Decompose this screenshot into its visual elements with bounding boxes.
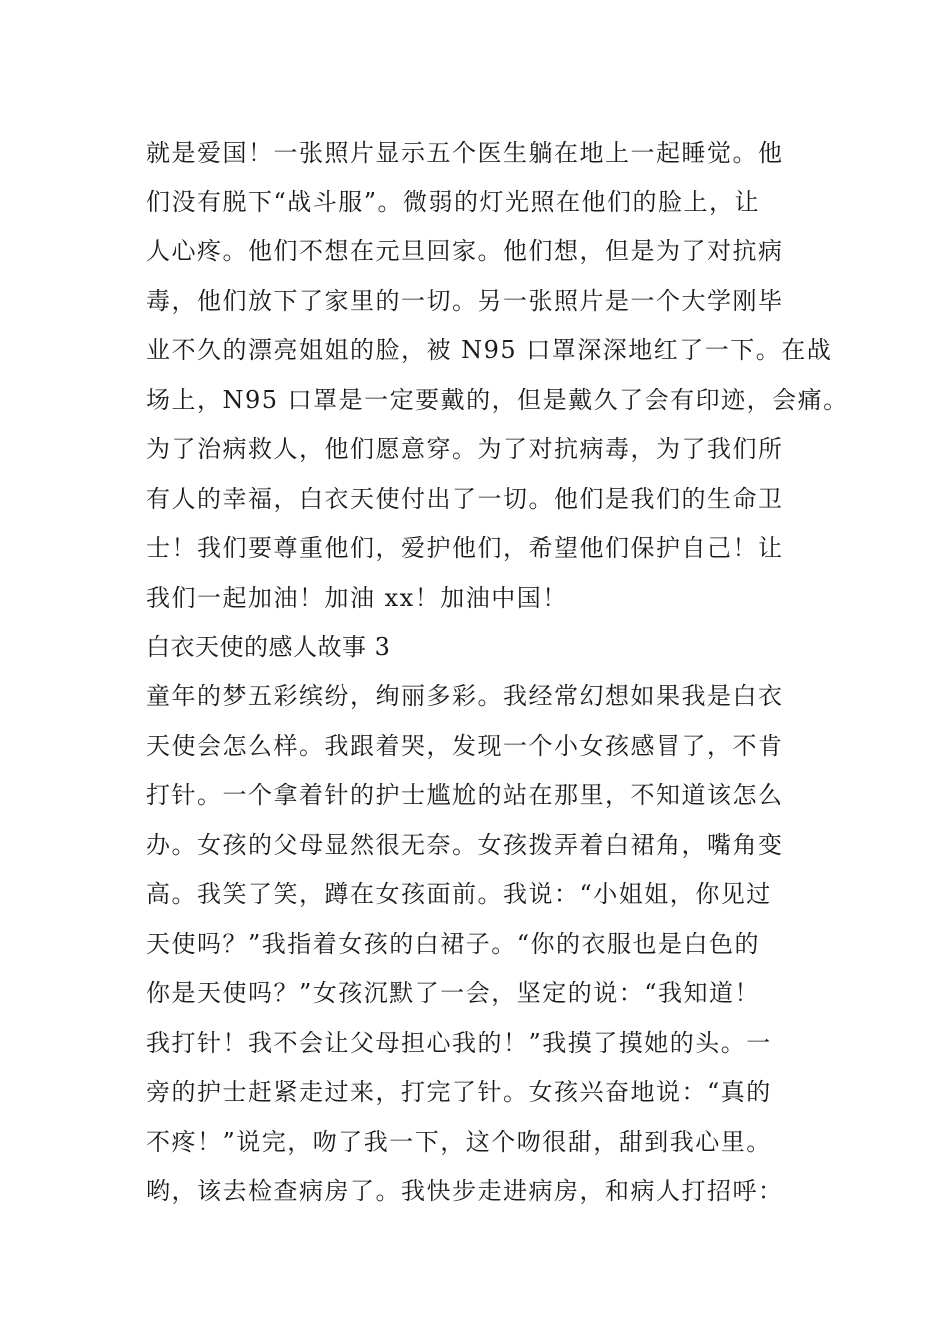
text-line: 就是爱国！一张照片显示五个医生躺在地上一起睡觉。他 [146, 139, 784, 167]
text-line: 哟，该去检查病房了。我快步走进病房，和病人打招呼： [146, 1177, 784, 1205]
text-line: 你是天使吗？”女孩沉默了一会，坚定的说：“我知道！ [146, 979, 761, 1007]
text-line: 天使吗？”我指着女孩的白裙子。“你的衣服也是白色的 [146, 930, 761, 958]
text-line: 场上，N95 口罩是一定要戴的，但是戴久了会有印迹，会痛。 [146, 386, 849, 414]
text-line: 毒，他们放下了家里的一切。另一张照片是一个大学刚毕 [146, 287, 784, 315]
text-line: 高。我笑了笑，蹲在女孩面前。我说：“小姐姐，你见过 [146, 880, 772, 908]
text-line: 业不久的漂亮姐姐的脸，被 N95 口罩深深地红了一下。在战 [146, 336, 833, 364]
text-line: 办。女孩的父母显然很无奈。女孩拨弄着白裙角，嘴角变 [146, 831, 784, 859]
section-heading: 白衣天使的感人故事 3 [146, 633, 391, 661]
text-line: 士！我们要尊重他们，爱护他们，希望他们保护自己！让 [146, 534, 784, 562]
text-line: 有人的幸福，白衣天使付出了一切。他们是我们的生命卫 [146, 485, 784, 513]
text-line: 为了治病救人，他们愿意穿。为了对抗病毒，为了我们所 [146, 435, 784, 463]
text-line: 我打针！我不会让父母担心我的！”我摸了摸她的头。一 [146, 1029, 772, 1057]
text-line: 人心疼。他们不想在元旦回家。他们想，但是为了对抗病 [146, 237, 784, 265]
text-line: 打针。一个拿着针的护士尴尬的站在那里，不知道该怎么 [146, 781, 784, 809]
text-line: 童年的梦五彩缤纷，绚丽多彩。我经常幻想如果我是白衣 [146, 682, 784, 710]
text-line: 不疼！”说完，吻了我一下，这个吻很甜，甜到我心里。 [146, 1128, 772, 1156]
text-line: 我们一起加油！加油 xx！加油中国！ [146, 584, 568, 612]
text-line: 旁的护士赶紧走过来，打完了针。女孩兴奋地说：“真的 [146, 1078, 772, 1106]
text-line: 天使会怎么样。我跟着哭，发现一个小女孩感冒了，不肯 [146, 732, 784, 760]
text-line: 们没有脱下“战斗服”。微弱的灯光照在他们的脸上，让 [146, 188, 761, 216]
